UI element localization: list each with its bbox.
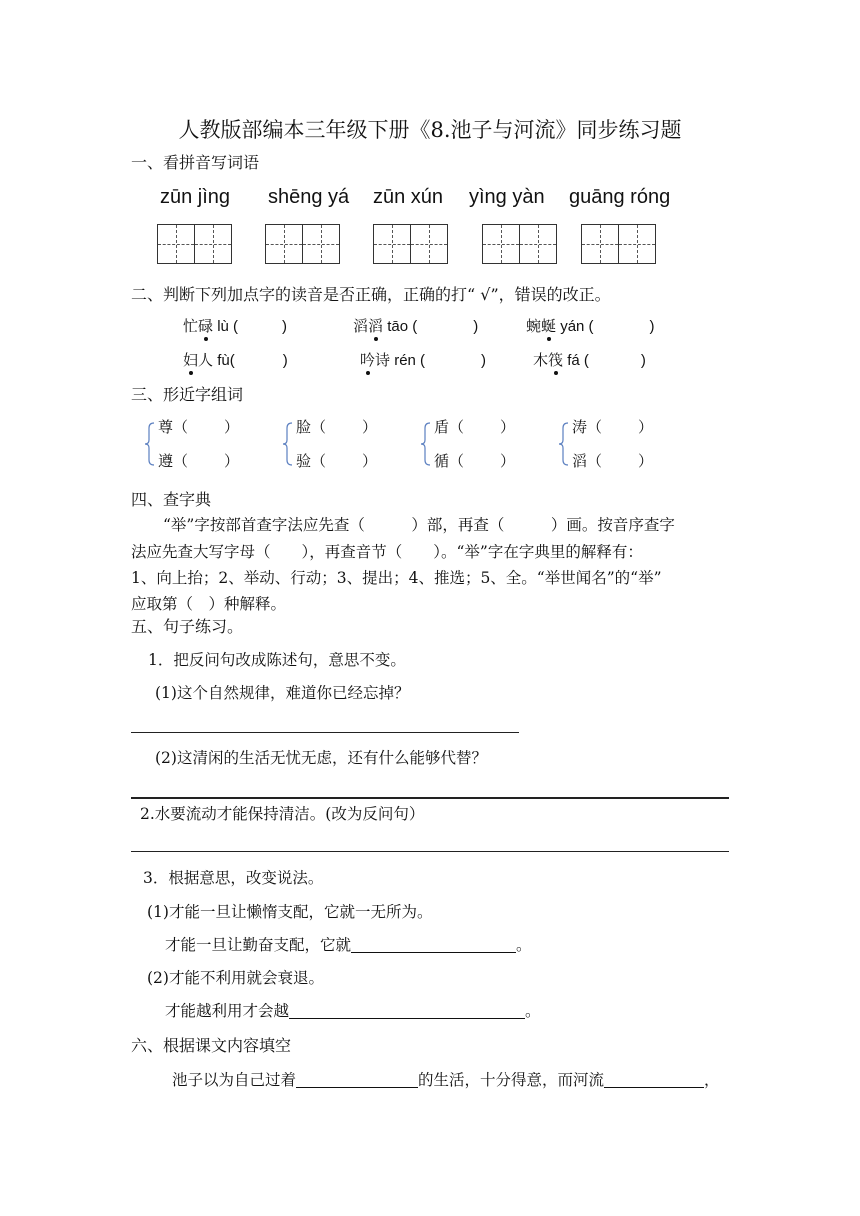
- question-3: 3．根据意思，改变说法。: [143, 869, 324, 887]
- section-2-heading: 二、判断下列加点字的读音是否正确，正确的打“ √”，错误的改正。: [131, 285, 611, 304]
- question-3b-answer: 才能越利用才会越 。: [165, 1002, 541, 1020]
- question-1: 1．把反问句改成陈述句，意思不变。: [148, 651, 406, 669]
- dictionary-line-1: “举”字按部首查字法应先查（ ）部，再查（ ）画。按音序查字: [163, 516, 675, 534]
- question-1a: (1)这个自然规律，难道你已经忘掉？: [155, 684, 410, 702]
- question-1b: (2)这清闲的生活无忧无虑，还有什么能够代替？: [155, 749, 487, 767]
- writing-grid-3[interactable]: [373, 224, 446, 266]
- blank-3b[interactable]: [289, 1002, 525, 1019]
- similar-char-1b: 遵（ ）: [158, 452, 240, 470]
- brace-4: [559, 422, 569, 466]
- question-3a: (1)才能一旦让懒惰支配，它就一无所为。: [147, 903, 433, 921]
- similar-char-4b: 滔（ ）: [572, 452, 654, 470]
- pronunciation-item-5: 吟诗 rén ( ): [360, 351, 487, 369]
- page-title: 人教版部编本三年级下册《8.池子与河流》同步练习题: [178, 118, 682, 142]
- question-3a-answer: 才能一旦让勤奋支配，它就 。: [165, 936, 532, 954]
- writing-grid-4[interactable]: [482, 224, 555, 266]
- pronunciation-item-1: 忙碌 lù ( ): [183, 317, 288, 335]
- writing-grid-2[interactable]: [265, 224, 338, 266]
- blank-3a[interactable]: [351, 936, 516, 953]
- blank-6b[interactable]: [604, 1071, 704, 1088]
- pinyin-5: guāng róng: [569, 186, 671, 208]
- pinyin-1: zūn jìng: [160, 186, 231, 208]
- dictionary-line-3: 1、向上抬；2、举动、行动；3、提出；4、推选；5、全。“举世闻名”的“举”: [131, 569, 662, 587]
- section-4-heading: 四、查字典: [131, 490, 212, 509]
- section-1-heading: 一、看拼音写词语: [131, 153, 260, 172]
- similar-char-3a: 盾（ ）: [434, 418, 516, 436]
- pronunciation-item-4: 妇人 fù( ): [183, 351, 288, 369]
- answer-line-1a[interactable]: [131, 732, 519, 733]
- similar-char-1a: 尊（ ）: [158, 418, 240, 436]
- question-3b: (2)才能不利用就会衰退。: [147, 969, 324, 987]
- question-2: 2.水要流动才能保持清洁。(改为反问句）: [140, 805, 425, 823]
- similar-char-2b: 验（ ）: [296, 452, 378, 470]
- brace-3: [421, 422, 431, 466]
- answer-line-2[interactable]: [131, 851, 729, 852]
- pronunciation-item-3: 蜿蜒 yán ( ): [526, 317, 655, 335]
- brace-2: [283, 422, 293, 466]
- similar-char-3b: 循（ ）: [434, 452, 516, 470]
- fill-in-line: 池子以为自己过着 的生活，十分得意，而河流 ，: [172, 1071, 720, 1089]
- similar-char-2a: 脸（ ）: [296, 418, 378, 436]
- blank-6a[interactable]: [296, 1071, 418, 1088]
- section-5-heading: 五、句子练习。: [131, 617, 244, 636]
- pronunciation-item-6: 木筏 fá ( ): [533, 351, 646, 369]
- writing-grid-5[interactable]: [581, 224, 654, 266]
- section-6-heading: 六、根据课文内容填空: [131, 1036, 292, 1055]
- dictionary-line-4: 应取第（ ）种解释。: [131, 595, 287, 613]
- brace-1: [145, 422, 155, 466]
- similar-char-4a: 涛（ ）: [572, 418, 654, 436]
- pronunciation-item-2: 滔滔 tāo ( ): [353, 317, 479, 335]
- pinyin-2: shēng yá: [268, 186, 350, 208]
- answer-line-1b[interactable]: [131, 797, 729, 799]
- writing-grid-1[interactable]: [157, 224, 230, 266]
- pinyin-4: yìng yàn: [469, 186, 545, 208]
- pinyin-3: zūn xún: [373, 186, 444, 208]
- dictionary-line-2: 法应先查大写字母（ ），再查音节（ ）。“举”字在字典里的解释有：: [131, 543, 643, 561]
- section-3-heading: 三、形近字组词: [131, 385, 244, 404]
